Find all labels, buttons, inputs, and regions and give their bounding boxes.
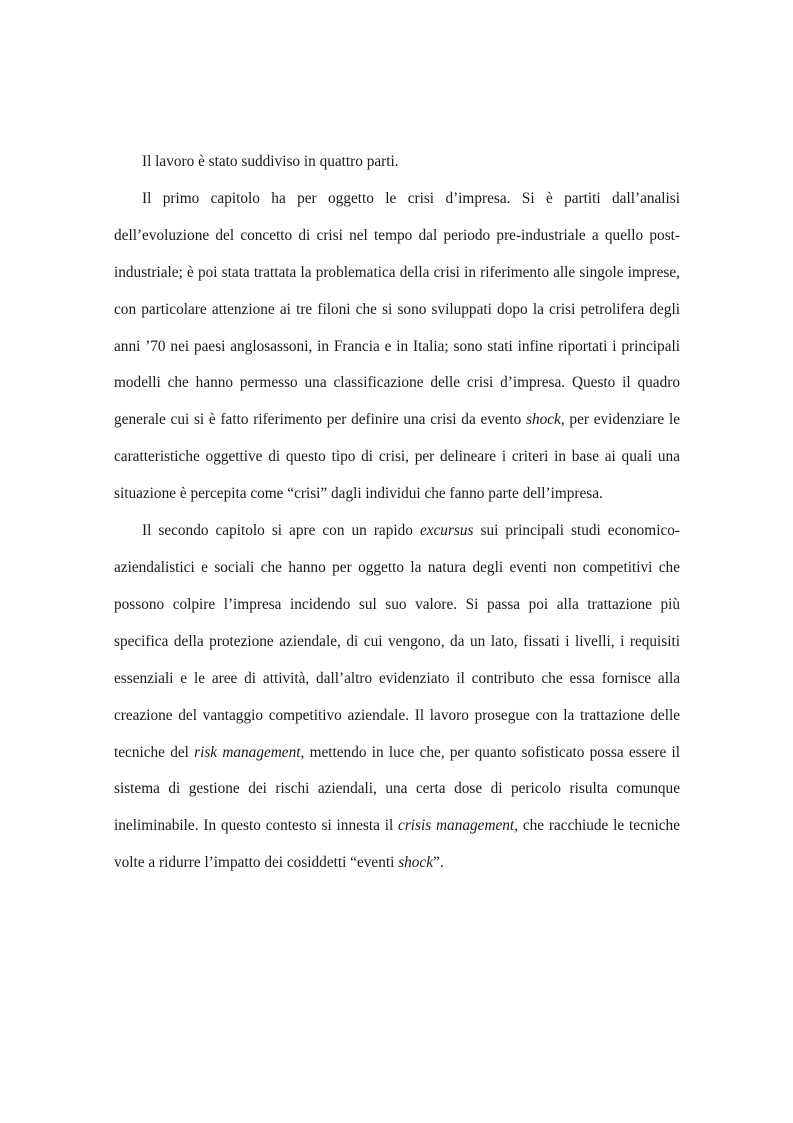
paragraph-chapter-two: [114, 513, 680, 882]
paragraph-text: Il secondo capitolo si apre con un rapido: [142, 522, 420, 540]
paragraph-text: sui principali studi economico-aziendalistici e sociali che hanno per oggetto la natura degli eventi non competitivi che possono colpire l’impresa incidendo sul suo valore. Si passa poi alla trattazione più specifica della protezione aziendale, di cui vengono, da un lato, fissati i livelli, i requisiti essenziali e le aree di attività, dall’altro evidenziato il contributo che essa fornisce alla creazione del vantaggio competitivo aziendale. Il lavoro prosegue con la trattazione delle tecniche del: [114, 522, 680, 761]
italic-term: shock: [398, 854, 434, 872]
paragraph-chapter-one: [114, 181, 680, 513]
italic-term: excursus: [419, 522, 474, 540]
paragraph-text: ”.: [433, 854, 444, 872]
paragraph-text: Il primo capitolo ha per oggetto le crisi d’impresa. Si è partiti dall’analisi dell’evoluzione del concetto di crisi nel tempo dal periodo pre-industriale a quello post-industriale; è poi stata trattata la problematica della crisi in riferimento alle singole imprese, con particolare attenzione ai tre filoni che si sono sviluppati dopo la crisi petrolifera degli anni ’70 nei paesi anglosassoni, in Francia e in Italia; sono stati infine riportati i principali modelli che hanno permesso una classificazione delle crisi d’impresa. Questo il quadro generale cui si è fatto riferimento per definire una crisi da evento: [114, 189, 680, 429]
document-page: [114, 144, 680, 882]
italic-term: risk management: [194, 743, 301, 761]
italic-term: crisis management: [398, 817, 515, 835]
paragraph-intro: [114, 144, 680, 181]
paragraph-text: , per evidenziare le caratteristiche oggettive di questo tipo di crisi, per delineare i criteri in base ai quali una situazione è percepita come “crisi” dagli individui che fanno parte dell’impresa.: [114, 411, 680, 503]
paragraph-text: , mettendo in luce che, per quanto sofisticato possa essere il sistema di gestione dei rischi aziendali, una certa dose di pericolo risulta comunque ineliminabile. In questo contesto si innesta il: [114, 743, 681, 835]
paragraph-text: , che racchiude le tecniche volte a ridurre l’impatto dei cosiddetti “eventi: [114, 817, 680, 872]
paragraph-text: Il lavoro è stato suddiviso in quattro parti.: [142, 153, 399, 170]
italic-term: shock: [526, 411, 561, 429]
